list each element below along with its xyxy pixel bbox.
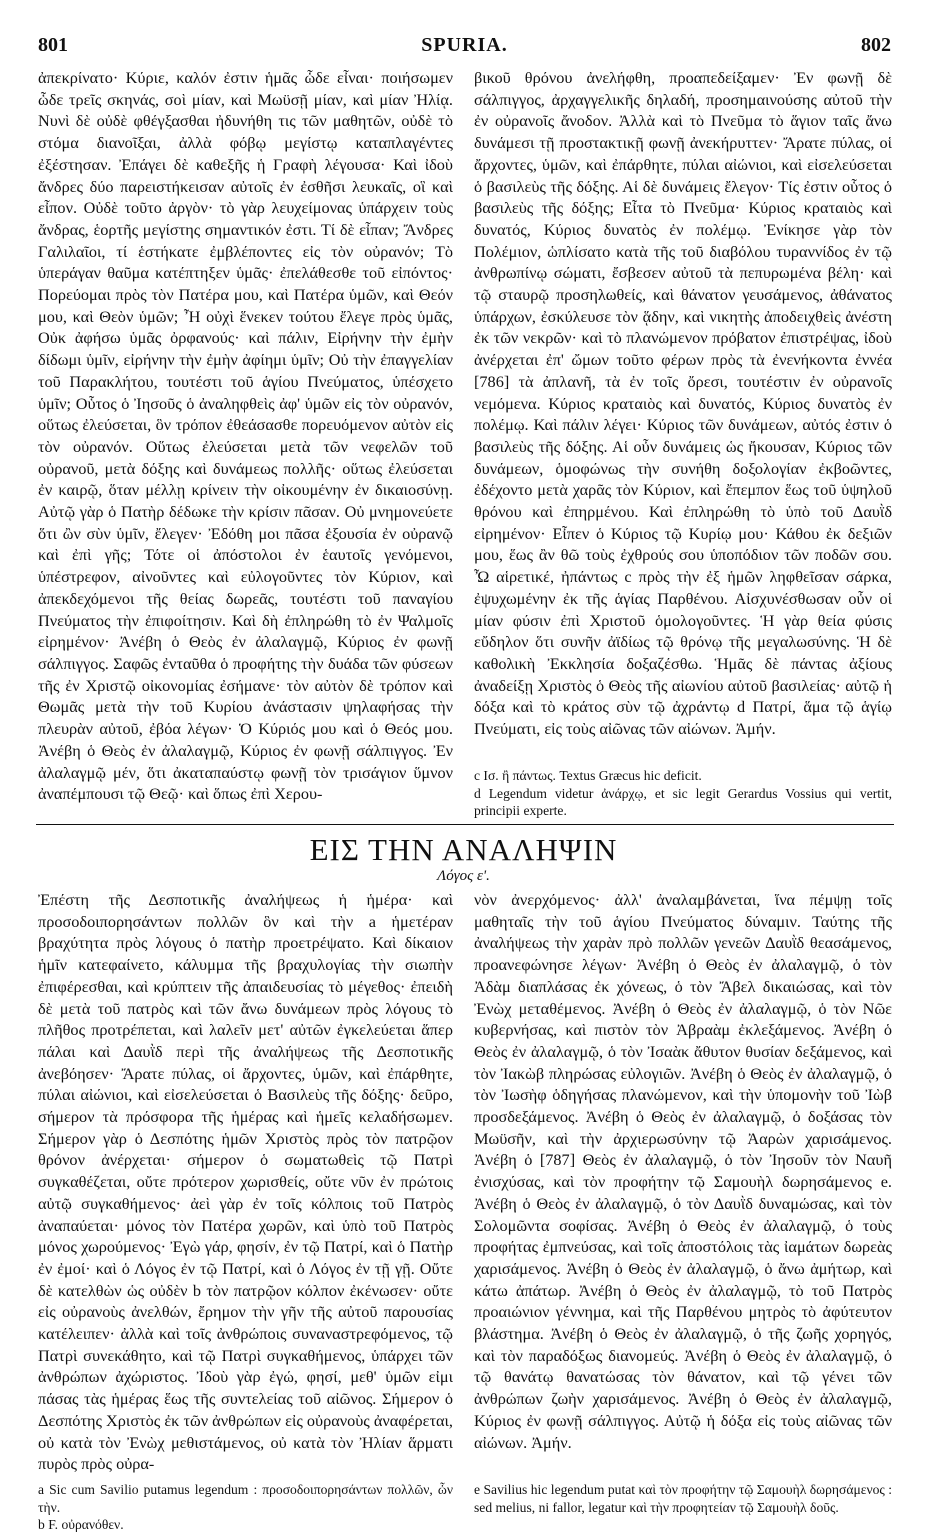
page-number-left: 801 [38,34,68,56]
text-paragraph: βικοῦ θρόνου ἀνελήφθη, προαπεδείξαμεν· Ἐν φωνῇ δὲ σάλπιγγος, ἀρχαγγελικῆς δηλαδή, προσημαινούσης αὐτοῦ τὴν ἐν οὐρανοῖς ἄνοδον. Ἀλλὰ καὶ τὸ Πνεῦμα τὸ ἅγιον ταῖς ἄνω δυνάμεσι τῇ προστακτικῇ φωνῇ ἀνεκήρυττεν· Ἄρατε πύλας, οἱ ἄρχοντες, ὑμῶν, καὶ ἐπάρθητε, πύλαι αἰώνιοι, καὶ εἰσελεύσεται ὁ βασιλεὺς τῆς δόξης. Αἱ δὲ δυνάμεις ἔλεγον· Τίς ἐστιν οὗτος ὁ βασιλεὺς τῆς δόξης; Εἶτα τὸ Πνεῦμα· Κύριος κραταιὸς καὶ δυνατός, Κύριος δυνατὸς ἐν πολέμῳ. Ἐνίκησε γὰρ τὸν Πολέμιον, ὡπλίσατο κατὰ τῆς τοῦ διαβόλου τυραννίδος ἐν τῷ ἀνθρωπίνῳ σώματι, ἔσβεσεν αὐτοῦ τὰ πεπυρωμένα βέλη· καὶ τῷ σταυρῷ προσηλωθείς, καὶ θάνατον γευσάμενος, ἀθάνατος ὑπάρχων, ἐσκύλευσε τὸν ᾅδην, καὶ νικητὴς ἀποδειχθεὶς ἀνέστη ἐκ τῶν νεκρῶν· καὶ τὸ πλανώμενον πρόβατον ἐπιστρέψας, ἰδοὺ ἀνέρχεται ἐπ' ὤμων τοῦτο φέρων πρὸς τὰ ἐνενήκοντα ἐννέα [786] τὰ ἀπλανῆ, τὰ ἐν τοῖς ὄρεσι, τουτέστιν ἐν οὐρανοῖς νεμόμενα. Κύριος κραταιὸς καὶ δυνατός, Κύριος δυνατὸς ἐν πολέμῳ. Καὶ πάλιν λέγει· Κύριος τῶν δυνάμεων, αὐτός ἐστιν ὁ βασιλεὺς τῆς δόξης. Αἱ οὖν δυνάμεις ὡς ἤκουσαν, Κύριος τῶν δυνάμεων, ὁμοφώνως τὴν συνήθη δοξολογίαν ἐκβοῶντες, ἐδέχοντο μετὰ χαρᾶς τὸν Κύριον, καὶ ἔπεμπον ἕως τοῦ ὑψηλοῦ θρόνου καὶ ἐπηρμένου. Καὶ ἐπληρώθη τὸ ὑπὸ τοῦ Δαυῒδ εἰρημένον· Εἶπεν ὁ Κύριος τῷ Κυρίῳ μου· Κάθου ἐκ δεξιῶν μου, ἕως ἂν θῶ τοὺς ἐχθρούς σου ὑποπόδιον τῶν ποδῶν σου. Ὦ αἱρετικέ, ἠπάντως c πρὸς τὴν ἐξ ἡμῶν ληφθεῖσαν σάρκα, ἐψυχωμένην ἐκ τῆς ἁγίας Παρθένου. Αἰσχυνέσθωσαν οὖν οἱ μίαν φύσιν ἐπὶ Χριστοῦ ὁμολογοῦντες. Ἡ γὰρ θεία φύσις εὔδηλον ὅτι συνῆν ἀϊδίως τῷ θρόνῳ τῆς μεγαλωσύνης. Ἡ δὲ καθολικὴ Ἐκκλησία δοξαζέσθω. Ἡμᾶς δὲ πάντας ἀξίους ἀναδείξῃ Χριστὸς ὁ Θεὸς τῆς αἰωνίου αὐτοῦ βασιλείας· αὐτῷ ἡ δόξα καὶ τὸ κράτος σὺν τῷ ἀχράντῳ d Πατρί, ἅμα τῷ ἁγίῳ Πνεύματι, εἰς τοὺς αἰῶνας τῶν αἰώνων. Ἀμήν. [474,68,892,739]
footnote: c Ισ. ἢ πάντως. Textus Græcus hic deficit. [474,768,702,783]
footnotes-left-bottom [38,1481,453,1534]
column-right-top [474,67,892,818]
section-title: ΕΙΣ ΤΗΝ ΑΝΑΛΗΨΙΝ [309,832,618,867]
column-right-bottom [474,889,892,1515]
text-paragraph: νὸν ἀνερχόμενος· ἀλλ' ἀναλαμβάνεται, ἵνα πέμψῃ τοῖς μαθηταῖς τὴν τοῦ ἁγίου Πνεύματος δύναμιν. Ταύτης τῆς ἀναλήψεως τὴν χαρὰν πρὸ πολλῶν γενεῶν Δαυῒδ θεασάμενος, προανεφώνησε λέγων· Ἀνέβη ὁ Θεὸς ἐν ἀλαλαγμῷ, ὁ τὸν Ἀδὰμ διαπλάσας ἐκ χόνεως, ὁ τὸν Ἄβελ δικαιώσας, καὶ τὸν Ἐνὼχ μεταθέμενος. Ἀνέβη ὁ Θεὸς ἐν ἀλαλαγμῷ, ὁ τὸν Νῶε κυβερνήσας, καὶ πιστὸν τὸν Ἀβραὰμ ἐκλεξάμενος. Ἀνέβη ὁ Θεὸς ἐν ἀλαλαγμῷ, ὁ τὸν Ἰσαὰκ ἄθυτον θυσίαν δεξάμενος, καὶ τὸν Ἰακὼβ πληρώσας εὐλογιῶν. Ἀνέβη ὁ Θεὸς ἐν ἀλαλαγμῷ, ὁ τὸν Ἰωσὴφ ὁδηγήσας πλανώμενον, καὶ τὴν ὑπομονὴν τοῦ Ἰὼβ προσδεξάμενος. Ἀνέβη ὁ Θεὸς ἐν ἀλαλαγμῷ, ὁ δοξάσας τὸν Μωϋσῆν, καὶ τὴν ἀρχιερωσύνην τῷ Ἀαρὼν χαρισάμενος. Ἀνέβη ὁ [787] Θεὸς ἐν ἀλαλαγμῷ, ὁ τὸν Ἰησοῦν τὸν Ναυῆ ἐνισχύσας, καὶ τὸν προφήτην τῷ Σαμουὴλ δωρησάμενος e. Ἀνέβη ὁ Θεὸς ἐν ἀλαλαγμῷ, ὁ τὸν Δαυῒδ δυναμώσας, καὶ τὸν Σολομῶντα σοφίσας. Ἀνέβη ὁ Θεὸς ἐν ἀλαλαγμῷ, ὁ τοὺς προφήτας ἐμπνεύσας, καὶ τοῖς ἀποστόλοις τὰς ἰαμάτων δωρεὰς χαρισάμενος. Ἀνέβη ὁ Θεὸς ἐν ἀλαλαγμῷ, ὁ ἄνω ἀμήτωρ, καὶ κάτω ἀπάτωρ. Ἀνέβη ὁ Θεὸς ἐν ἀλαλαγμῷ, τὸ τοῦ Πατρὸς προαιώνιον γέννημα, καὶ τῆς Παρθένου μητρὸς τὸ ἀφύτευτον βλάστημα. Ἀνέβη ὁ Θεὸς ἐν ἀλαλαγμῷ, ὁ τῆς ζωῆς χορηγός, καὶ τὸν παραδόξως διανομεύς. Ἀνέβη ὁ Θεὸς ἐν ἀλαλαγμῷ, ὁ τῷ θανάτῳ θανατώσας τὸν θάνατον, καὶ τῷ γένει τῶν ἀνθρώπων ζωὴν χαρισάμενος. Ἀνέβη ὁ Θεὸς ἐν ἀλαλαγμῷ, Κύριος ἐν φωνῇ σάλπιγγος. Αὐτῷ ἡ δόξα εἰς τοὺς αἰῶνας τῶν αἰώνων. Ἀμήν. [474,890,892,1452]
column-left-bottom [38,889,453,1532]
text-paragraph: Ἐπέστη τῆς Δεσποτικῆς ἀναλήψεως ἡ ἡμέρα· καὶ προσοδοιπορησάντων πολλῶν ὃν καὶ τὴν a ἡμετέραν βραχύτητα πρὸς λόγους ὁ πατὴρ προετρέψατο. Καὶ δίκαιον ἡμῖν κατεφαίνετο, κάλυμμα τῆς βραχυλογίας τὴν σιωπὴν ἐπιφέρεσθαι, καὶ κρύπτειν τῆς ἀπαιδευσίας τὸ μέγεθος· ἐπειδὴ δὲ μετὰ τοῦ πατρὸς καὶ τῶν ἄνω δυνάμεων πρὸς λόγους τὸ πλῆθος προτρέπεται, καὶ λαλεῖν μετ' αὐτῶν ἐγκελεύεται ἅπερ πάλαι καὶ Δαυῒδ περὶ τῆς ἀναλήψεως τῆς Δεσποτικῆς ἀνεβόησεν· Ἄρατε πύλας, οἱ ἄρχοντες, ὑμῶν, καὶ ἐπάρθητε, πύλαι αἰώνιοι, καὶ εἰσελεύσεται ὁ Βασιλεὺς τῆς δόξης· δεῦρο, σήμερον τὰ πρόσφορα τῆς ἡμέρας καὶ ἡμεῖς κελαδήσωμεν. Σήμερον γὰρ ὁ Δεσπότης ἡμῶν Χριστὸς πρὸς τὸν πατρῷον θρόνον ἀνέρχεται· σήμερον ὁ σωματωθεὶς τῷ Πατρὶ συγκαθέζεται, οὔτε πρότερον χωρισθείς, οὔτε νῦν ἐν πρώτοις αὐτῷ συγκαθήμενος· ἀεὶ γὰρ ἐν τοῖς κόλποις τοῦ Πατρὸς ἀναπαύεται· μόνος τὸν Πατέρα χωρῶν, καὶ ὑπὸ τοῦ Πατρὸς μόνος χωρούμενος· Ἐγὼ γάρ, φησίν, ἐν τῷ Πατρί, καὶ ὁ Πατὴρ ἐν ἐμοί· καὶ ὁ Λόγος ἐν τῷ Πατρί, καὶ ὁ Λόγος ἐν τῇ γῇ. Οὔτε δὲ κατελθὼν ὡς οὐδὲν b τὸν πατρῷον κόλπον ἐκένωσεν· οὔτε εἰς οὐρανοὺς ἀνελθών, ἔρημον τὴν γῆν τῆς αὐτοῦ παρουσίας κατέλειπεν· ἀλλὰ καὶ τοῖς ἀνθρώποις συναναστρεφόμενος, τῷ Πατρὶ συνεκάθητο, καὶ τῷ Πατρὶ συγκαθήμενος, ὑπάρχει τῶν ἀνθρώπων ἀχώριστος. Ἰδοὺ γὰρ ἐγώ, φησί, μεθ' ὑμῶν εἰμι πάσας τὰς ἡμέρας ἕως τῆς συντελείας τοῦ αἰῶνος. Σήμερον ὁ Δεσπότης Χριστὸς ἐκ τῶν ἀνθρώπων εἰς οὐρανοὺς ἀναφέρεται, οὐ κατὰ τὸν Ἐνὼχ μεθιστάμενος, οὐ κατὰ τὸν Ἠλίαν ἅρματι πυρὸς πρὸς οὐρα- [38,890,453,1474]
running-title: SPURIA. [421,34,508,56]
section-divider [36,824,894,825]
footnotes-right-top [474,767,892,820]
footnote: b F. οὐρανόθεν. [38,1517,124,1532]
footnote: d Legendum videtur ἀνάρχῳ, et sic legit Gerardus Vossius qui vertit, principii experte. [474,785,892,818]
page-number-right: 802 [861,34,891,56]
footnotes-right-bottom [474,1481,892,1516]
column-left-top [38,67,453,805]
text-paragraph: ἀπεκρίνατο· Κύριε, καλόν ἐστιν ἡμᾶς ὧδε εἶναι· ποιήσωμεν ὧδε τρεῖς σκηνάς, σοὶ μίαν, καὶ Μωϋσῇ μίαν, καὶ μίαν Ἠλίᾳ. Νυνὶ δὲ οὐδὲ φθέγξασθαι ἠδυνήθη τις τῶν μαθητῶν, οὐδὲ τὸ στόμα διανοῖξαι, ἀλλὰ φόβῳ μεγίστῳ καταπλαγέντες ἐξέστησαν. Ἐπάγει δὲ καθεξῆς ἡ Γραφὴ λέγουσα· Καὶ ἰδοὺ ἄνδρες δύο παρειστήκεισαν αὐτοῖς ἐν ἐσθῆσι λευκαῖς, οἳ καὶ εἶπον. Οὐδὲ τοῦτο ἀργὸν· τὸ γὰρ λευχείμονας ὑπάρχειν τοὺς ἄνδρας, ἑορτῆς μεγίστης σημαντικόν ἐστι. Τί δὲ εἶπαν; Ἄνδρες Γαλιλαῖοι, τί ἑστήκατε ἐμβλέποντες εἰς τὸν οὐρανόν; Τὸ ὑπεράγαν θαῦμα κατέπτηξεν ὑμᾶς· ἐπελάθεσθε τοῦ εἰπόντος· Πορεύομαι πρὸς τὸν Πατέρα μου, καὶ Πατέρα ὑμῶν, καὶ Θεόν μου, καὶ Θεὸν ὑμῶν; Ἦ οὐχὶ ἕνεκεν τούτου ἔλεγε πρὸς ὑμᾶς, Οὐκ ἀφήσω ὑμᾶς ὀρφανούς· καὶ πάλιν, Εἰρήνην τὴν ἐμὴν δίδωμι ὑμῖν, εἰρήνην τὴν ἐμὴν ἀφίημι ὑμῖν; Οὐ τὴν ἐπαγγελίαν τοῦ Παρακλήτου, τουτέστι τοῦ ἁγίου Πνεύματος, ὑπέσχετο ὑμῖν; Οὗτος ὁ Ἰησοῦς ὁ ἀναληφθεὶς ἀφ' ὑμῶν εἰς τὸν οὐρανόν, οὕτως ἐλεύσεται, ὃν τρόπον ἐθεάσασθε πορευόμενον αὐτὸν εἰς τὸν οὐρανόν. Οὕτως ἐλεύσεται μετὰ τῶν νεφελῶν τοῦ οὐρανοῦ, μετὰ δόξης καὶ δυνάμεως πολλῆς· οὕτως ἐλεύσεται ἐν καιρῷ, ὅταν μέλλῃ κρίνειν τὴν οἰκουμένην ἐν δικαιοσύνῃ. Αὐτῷ γὰρ ὁ Πατὴρ δέδωκε τὴν κρίσιν πᾶσαν. Οὐ μνημονεύετε ὅτι ὢν σὺν ὑμῖν, ἔλεγεν· Ἐδόθη μοι πᾶσα ἐξουσία ἐν οὐρανῷ καὶ ἐπὶ γῆς; Τότε οἱ ἀπόστολοι ἐν ἑαυτοῖς γενόμενοι, ὑπέστρεφον, αἰνοῦντες καὶ εὐλογοῦντες τὸν Κύριον, καὶ ἀπεκδεχόμενοι τῆς θείας δωρεᾶς, τουτέστι τοῦ παναγίου Πνεύματος τὴν ἐπιφοίτησιν. Καὶ δὴ ἐπληρώθη τὸ ἐν Ψαλμοῖς εἰρημένον· Ἀνέβη ὁ Θεὸς ἐν ἀλαλαγμῷ, Κύριος ἐν φωνῇ σάλπιγγος. Σαφῶς ἐνταῦθα ὁ προφήτης τὴν δυάδα τῶν φύσεων τῆς ἐν Χριστῷ οἰκονομίας ἐσήμανε· τὸν αὐτὸν δὲ τρόπον καὶ Θωμᾶς μετὰ τὴν τοῦ Κυρίου ἀνάστασιν ψηλαφήσας τὴν πλευρὰν αὐτοῦ, ἐβόα λέγων· Ὁ Κύριός μου καὶ ὁ Θεός μου. Ἀνέβη ὁ Θεὸς ἐν ἀλαλαγμῷ, Κύριος ἐν φωνῇ σάλπιγγος. Ἐν ἀλαλαγμῷ μέν, ὅτι ἀκαταπαύστῳ φωνῇ τὸν τρισάγιον ὕμνον ἀναπέμπουσι τῷ Θεῷ· καὶ ὅπως ἐπὶ Χερου- [38,68,453,804]
section-subtitle: Λόγος ε'. [437,868,490,884]
running-header [38,34,891,58]
footnote: a Sic cum Savilio putamus legendum : προσοδοιπορησάντων πολλῶν, ὧν τὴν. [38,1482,453,1515]
footnote: e Savilius hic legendum putat καὶ τὸν προφήτην τῷ Σαμουὴλ δωρησάμενος : sed melius, ni fallor, legatur καὶ τὴν προφητείαν τῷ Σαμουὴλ δοῦς. [474,1482,892,1515]
